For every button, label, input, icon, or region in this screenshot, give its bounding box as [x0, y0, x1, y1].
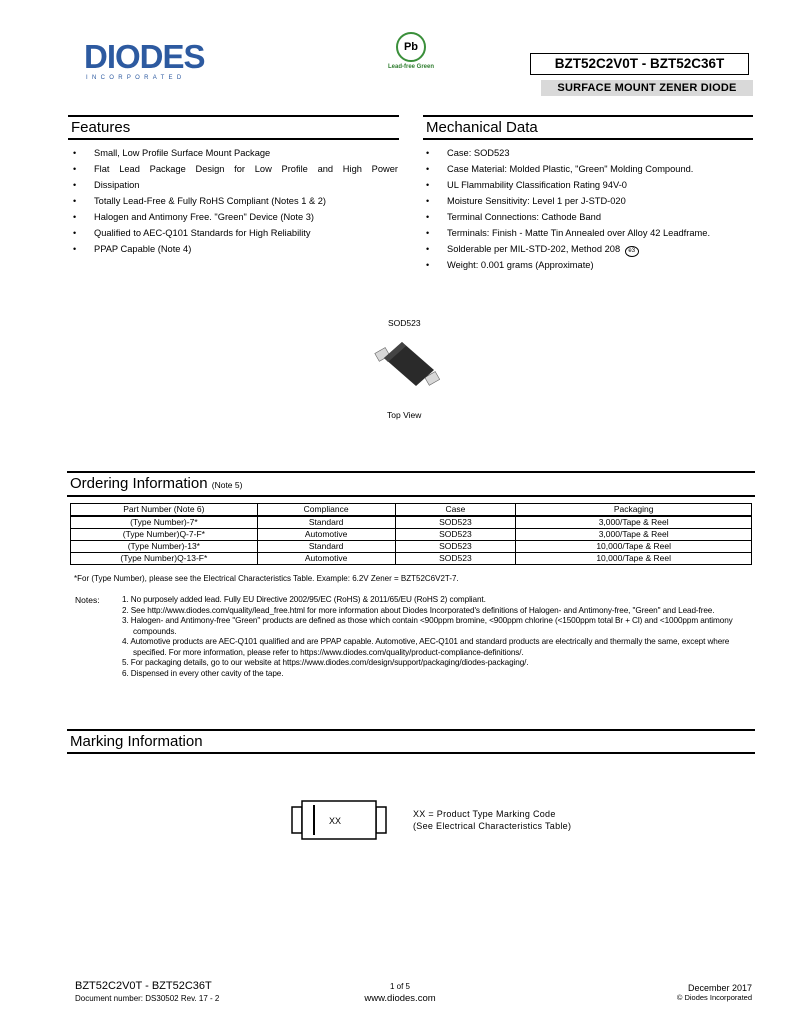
ordering-heading — [67, 471, 755, 497]
table-row — [71, 516, 752, 529]
part-subtitle: SURFACE MOUNT ZENER DIODE — [541, 80, 753, 96]
table-row — [71, 529, 752, 541]
list-item: • Terminals: Finish - Matte Tin Annealed over Alloy 42 Leadframe. — [421, 225, 756, 241]
marking-desc-line1: XX = Product Type Marking Code — [413, 809, 556, 819]
note-item: 1. No purposely added lead. Fully EU Directive 2002/95/EC (RoHS) & 2011/65/EU (RoHS 2) compliant. — [122, 595, 486, 604]
logo-text: DIODES — [84, 38, 205, 75]
part-title: BZT52C2V0T - BZT52C36T — [530, 53, 749, 75]
package-name: SOD523 — [388, 318, 421, 328]
list-item: • Small, Low Profile Surface Mount Package — [68, 145, 398, 161]
list-item-text: Flat Lead Package Design for Low Profile and High Power — [94, 164, 398, 174]
list-item: • Qualified to AEC-Q101 Standards for High Reliability — [68, 225, 398, 241]
features-heading — [68, 115, 399, 140]
list-item-text: Solderable per MIL-STD-202, Method 208 — [447, 244, 621, 254]
list-item: • Halogen and Antimony Free. "Green" Device (Note 3) — [68, 209, 398, 225]
list-item-text: UL Flammability Classification Rating 94V-0 — [447, 180, 627, 190]
table-header-row — [71, 504, 752, 517]
ordering-footnote: *For (Type Number), please see the Electrical Characteristics Table. Example: 6.2V Zener = BZT52C6V2T-7. — [74, 574, 459, 583]
table-cell: Automotive — [257, 553, 395, 565]
ordering-table — [70, 503, 752, 565]
footer-date: December 2017 — [687, 983, 752, 993]
pb-icon: Pb — [396, 32, 426, 62]
note-item: 3. Halogen- and Antimony-free "Green" products are defined as those which contain <900ppm bromine, <900ppm chlorine (<1500ppm total Br + Cl) and <1000ppm antimony compounds. — [122, 616, 733, 636]
table-cell: (Type Number)-7* — [71, 516, 258, 529]
column-header: Compliance — [257, 504, 395, 517]
notes-list — [122, 595, 750, 679]
note-item: 5. For packaging details, go to our website at https://www.diodes.com/design/support/packaging/diodes-packaging/. — [122, 658, 529, 667]
sod523-package-icon — [372, 336, 444, 394]
table-row — [71, 553, 752, 565]
marking-desc-line2: (See Electrical Characteristics Table) — [413, 821, 572, 831]
table-cell: 3,000/Tape & Reel — [516, 516, 752, 529]
column-header: Case — [395, 504, 516, 517]
ordering-heading-text: Ordering Information — [70, 475, 208, 492]
ordering-heading-note: (Note 5) — [211, 480, 243, 490]
table-cell: (Type Number)-13* — [71, 541, 258, 553]
table-cell: (Type Number)Q-13-F* — [71, 553, 258, 565]
table-cell: SOD523 — [395, 516, 516, 529]
marking-code: XX — [329, 816, 342, 826]
table-cell: 10,000/Tape & Reel — [516, 541, 752, 553]
marking-heading — [67, 729, 755, 754]
table-cell: SOD523 — [395, 529, 516, 541]
list-item-continuation — [421, 177, 756, 193]
notes-label: Notes: — [75, 595, 100, 605]
table-cell: SOD523 — [395, 553, 516, 565]
list-item: • Terminal Connections: Cathode Band — [421, 209, 756, 225]
table-cell: Automotive — [257, 529, 395, 541]
marking-description — [413, 808, 571, 832]
list-item: • Weight: 0.001 grams (Approximate) — [421, 257, 756, 273]
table-cell: Standard — [257, 516, 395, 529]
column-header: Part Number (Note 6) — [71, 504, 258, 517]
e3-badge: e3 — [625, 246, 639, 257]
list-item: • Moisture Sensitivity: Level 1 per J-STD-020 — [421, 193, 756, 209]
table-row — [71, 541, 752, 553]
note-item: 2. See http://www.diodes.com/quality/lead_free.html for more information about Diodes Incorporated's definitions of Halogen- and Antimony-free, "Green" and Lead-free. — [122, 605, 715, 615]
table-cell: Standard — [257, 541, 395, 553]
logo-subtext: INCORPORATED — [86, 75, 186, 81]
features-list — [68, 145, 398, 257]
footer-part: BZT52C2V0T - BZT52C36T — [75, 980, 212, 992]
table-cell: SOD523 — [395, 541, 516, 553]
package-view-label: Top View — [387, 410, 422, 420]
list-item: • Case: SOD523 — [421, 145, 756, 161]
list-item-text: Dissipation — [94, 180, 140, 190]
list-item: • Totally Lead-Free & Fully RoHS Compliant (Notes 1 & 2) — [68, 193, 398, 209]
list-item-continuation — [68, 177, 398, 193]
footer-page: 1 of 5 — [389, 982, 410, 991]
list-item: • PPAP Capable (Note 4) — [68, 241, 398, 257]
list-item — [68, 161, 398, 177]
table-cell: 10,000/Tape & Reel — [516, 553, 752, 565]
footer-site: www.diodes.com — [364, 993, 436, 1004]
mechanical-heading — [423, 115, 753, 140]
features-heading-text: Features — [71, 119, 131, 136]
list-item-continuation — [421, 241, 756, 257]
note-item: 4. Automotive products are AEC-Q101 qualified and are PPAP capable. Automotive, AEC-Q101 and standard products are electrically and thermally the same, except where specified. For more information, please refer to https://www.diodes.com/quality/product-compliance-definitions/. — [122, 637, 730, 657]
marking-heading-text: Marking Information — [70, 733, 203, 750]
lead-free-green-badge — [380, 32, 442, 72]
table-cell: (Type Number)Q-7-F* — [71, 529, 258, 541]
mechanical-heading-text: Mechanical Data — [426, 119, 538, 136]
footer-docnum: Document number: DS30502 Rev. 17 - 2 — [75, 994, 220, 1003]
list-item: • Case Material: Molded Plastic, "Green" Molding Compound. — [421, 161, 756, 177]
column-header: Packaging — [516, 504, 752, 517]
footer-copyright: © Diodes Incorporated — [676, 993, 752, 1002]
table-cell: 3,000/Tape & Reel — [516, 529, 752, 541]
note-item: 6. Dispensed in every other cavity of the tape. — [122, 668, 284, 678]
diodes-logo — [84, 40, 226, 84]
mechanical-list — [421, 145, 756, 273]
pb-label: Lead-free Green — [387, 64, 435, 70]
